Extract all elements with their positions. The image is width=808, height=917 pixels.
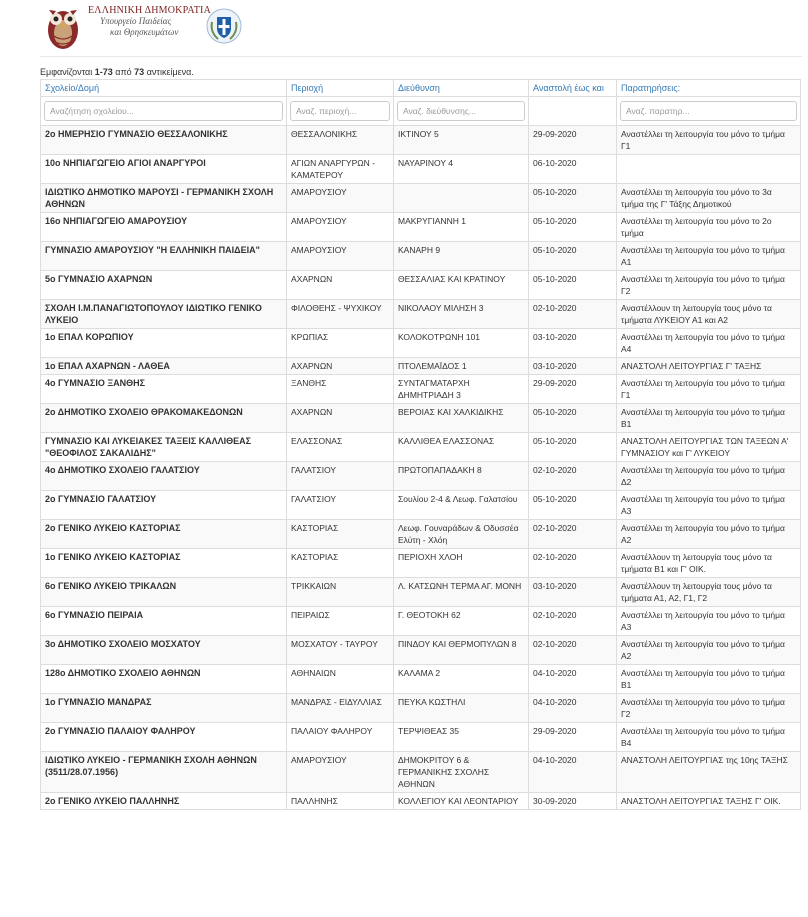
cell-school: 2ο ΔΗΜΟΤΙΚΟ ΣΧΟΛΕΙΟ ΘΡΑΚΟΜΑΚΕΔΟΝΩΝ xyxy=(41,404,287,433)
cell-area: ΑΧΑΡΝΩΝ xyxy=(287,404,394,433)
cell-school: ΙΔΙΩΤΙΚΟ ΛΥΚΕΙΟ - ΓΕΡΜΑΝΙΚΗ ΣΧΟΛΗ ΑΘΗΝΩΝ (3511/28.07.1956) xyxy=(41,752,287,793)
cell-suspension-until: 02-10-2020 xyxy=(529,462,617,491)
cell-area: ΑΜΑΡΟΥΣΙΟΥ xyxy=(287,184,394,213)
cell-school: ΓΥΜΝΑΣΙΟ ΚΑΙ ΛΥΚΕΙΑΚΕΣ ΤΑΞΕΙΣ ΚΑΛΛΙΘΕΑΣ "ΘΕΟΦΙΛΟΣ ΣΑΚΑΛΙΔΗΣ" xyxy=(41,433,287,462)
cell-address: ΒΕΡΟΙΑΣ ΚΑΙ ΧΑΛΚΙΔΙΚΗΣ xyxy=(394,404,529,433)
cell-address: ΔΗΜΟΚΡΙΤΟΥ 6 & ΓΕΡΜΑΝΙΚΗΣ ΣΧΟΛΗΣ ΑΘΗΝΩΝ xyxy=(394,752,529,793)
page-header xyxy=(40,0,802,57)
cell-school: 2ο ΓΥΜΝΑΣΙΟ ΓΑΛΑΤΣΙΟΥ xyxy=(41,491,287,520)
owl-logo-icon xyxy=(42,2,84,52)
table-row[interactable] xyxy=(41,607,801,636)
cell-address: ΘΕΣΣΑΛΙΑΣ ΚΑΙ ΚΡΑΤΙΝΟΥ xyxy=(394,271,529,300)
cell-area: ΚΡΩΠΙΑΣ xyxy=(287,329,394,358)
cell-school: 6ο ΓΥΜΝΑΣΙΟ ΠΕΙΡΑΙΑ xyxy=(41,607,287,636)
cell-remarks: Αναστέλλει τη λειτουργία του μόνο το 2ο τμήμα xyxy=(617,213,801,242)
cell-remarks: Αναστέλλει τη λειτουργία του μόνο το τμήμα Α1 xyxy=(617,242,801,271)
cell-suspension-until: 05-10-2020 xyxy=(529,491,617,520)
cell-school: 4ο ΓΥΜΝΑΣΙΟ ΞΑΝΘΗΣ xyxy=(41,375,287,404)
column-header-school[interactable]: Σχολείο/Δομή xyxy=(41,80,287,97)
cell-suspension-until: 05-10-2020 xyxy=(529,242,617,271)
filter-cell-address xyxy=(394,97,529,126)
cell-address: Λ. ΚΑΤΣΩΝΗ ΤΕΡΜΑ ΑΓ. ΜΟΝΗ xyxy=(394,578,529,607)
table-row[interactable] xyxy=(41,491,801,520)
cell-area: ΑΜΑΡΟΥΣΙΟΥ xyxy=(287,752,394,793)
cell-school: 2ο ΓΥΜΝΑΣΙΟ ΠΑΛΑΙΟΥ ΦΑΛΗΡΟΥ xyxy=(41,723,287,752)
cell-suspension-until: 02-10-2020 xyxy=(529,300,617,329)
table-row[interactable] xyxy=(41,242,801,271)
summary-prefix: Εμφανίζονται xyxy=(40,67,95,77)
cell-school: 1ο ΕΠΑΛ ΚΟΡΩΠΙΟΥ xyxy=(41,329,287,358)
cell-area: ΜΟΣΧΑΤΟΥ - ΤΑΥΡΟΥ xyxy=(287,636,394,665)
cell-area: ΘΕΣΣΑΛΟΝΙΚΗΣ xyxy=(287,126,394,155)
cell-area: ΤΡΙΚΚΑΙΩΝ xyxy=(287,578,394,607)
cell-suspension-until: 02-10-2020 xyxy=(529,607,617,636)
cell-suspension-until: 05-10-2020 xyxy=(529,184,617,213)
table-row[interactable] xyxy=(41,213,801,242)
cell-remarks: ΑΝΑΣΤΟΛΗ ΛΕΙΤΟΥΡΓΙΑΣ Γ' ΤΑΞΗΣ xyxy=(617,358,801,375)
cell-address: ΚΟΛΟΚΟΤΡΩΝΗ 101 xyxy=(394,329,529,358)
cell-remarks: Αναστέλλει τη λειτουργία του μόνο το τμήμα Β1 xyxy=(617,665,801,694)
cell-remarks: Αναστέλλει τη λειτουργία του μόνο το τμήμα Α2 xyxy=(617,636,801,665)
cell-address: Γ. ΘΕΟΤΟΚΗ 62 xyxy=(394,607,529,636)
cell-area: ΑΜΑΡΟΥΣΙΟΥ xyxy=(287,242,394,271)
cell-suspension-until: 04-10-2020 xyxy=(529,665,617,694)
cell-suspension-until: 30-09-2020 xyxy=(529,793,617,810)
cell-suspension-until: 05-10-2020 xyxy=(529,433,617,462)
cell-remarks: Αναστέλλει τη λειτουργία του μόνο το τμήμα Β4 xyxy=(617,723,801,752)
table-row[interactable] xyxy=(41,329,801,358)
table-row[interactable] xyxy=(41,404,801,433)
cell-area: ΞΑΝΘΗΣ xyxy=(287,375,394,404)
table-row[interactable] xyxy=(41,433,801,462)
summary-range: 1-73 xyxy=(94,67,113,77)
cell-school: 1ο ΓΕΝΙΚΟ ΛΥΚΕΙΟ ΚΑΣΤΟΡΙΑΣ xyxy=(41,549,287,578)
cell-area: ΜΑΝΔΡΑΣ - ΕΙΔΥΛΛΙΑΣ xyxy=(287,694,394,723)
cell-suspension-until: 03-10-2020 xyxy=(529,358,617,375)
cell-school: 16ο ΝΗΠΙΑΓΩΓΕΙΟ ΑΜΑΡΟΥΣΙΟΥ xyxy=(41,213,287,242)
cell-remarks: Αναστέλλει τη λειτουργία του μόνο το τμήμα Β1 xyxy=(617,404,801,433)
summary-middle: από xyxy=(112,67,135,77)
cell-area: ΕΛΑΣΣΟΝΑΣ xyxy=(287,433,394,462)
table-row[interactable] xyxy=(41,578,801,607)
cell-area: ΚΑΣΤΟΡΙΑΣ xyxy=(287,549,394,578)
column-header-address[interactable]: Διεύθυνση xyxy=(394,80,529,97)
cell-suspension-until: 02-10-2020 xyxy=(529,636,617,665)
table-row[interactable] xyxy=(41,549,801,578)
summary-suffix: αντικείμενα. xyxy=(144,67,194,77)
cell-suspension-until: 29-09-2020 xyxy=(529,375,617,404)
cell-area: ΑΓΙΩΝ ΑΝΑΡΓΥΡΩΝ - ΚΑΜΑΤΕΡΟΥ xyxy=(287,155,394,184)
cell-area: ΠΑΛΛΗΝΗΣ xyxy=(287,793,394,810)
cell-area: ΚΑΣΤΟΡΙΑΣ xyxy=(287,520,394,549)
cell-school: ΣΧΟΛΗ Ι.Μ.ΠΑΝΑΓΙΩΤΟΠΟΥΛΟΥ ΙΔΙΩΤΙΚΟ ΓΕΝΙΚΟ ΛΥΚΕΙΟ xyxy=(41,300,287,329)
cell-remarks: Αναστέλλουν τη λειτουργία τους μόνο τα τμήματα Β1 και Γ' ΟΙΚ. xyxy=(617,549,801,578)
cell-area: ΓΑΛΑΤΣΙΟΥ xyxy=(287,462,394,491)
cell-suspension-until: 05-10-2020 xyxy=(529,271,617,300)
greek-emblem-icon xyxy=(206,8,242,44)
cell-remarks: Αναστέλλει τη λειτουργία του μόνο το τμήμα Γ2 xyxy=(617,694,801,723)
cell-address: ΝΙΚΟΛΑΟΥ ΜΙΛΗΣΗ 3 xyxy=(394,300,529,329)
table-row[interactable] xyxy=(41,665,801,694)
table-row[interactable] xyxy=(41,184,801,213)
results-summary xyxy=(40,67,194,77)
cell-remarks: Αναστέλλει τη λειτουργία του μόνο το τμήμα Δ2 xyxy=(617,462,801,491)
address-search-input[interactable] xyxy=(397,101,525,121)
cell-address: ΠΙΝΔΟΥ ΚΑΙ ΘΕΡΜΟΠΥΛΩΝ 8 xyxy=(394,636,529,665)
cell-area: ΦΙΛΟΘΕΗΣ - ΨΥΧΙΚΟΥ xyxy=(287,300,394,329)
table-row[interactable] xyxy=(41,462,801,491)
school-search-input[interactable] xyxy=(44,101,283,121)
filter-cell-empty xyxy=(529,97,617,126)
column-header-remarks[interactable]: Παρατηρήσεις: xyxy=(617,80,801,97)
cell-address: ΠΡΩΤΟΠΑΠΑΔΑΚΗ 8 xyxy=(394,462,529,491)
cell-school: 2ο ΓΕΝΙΚΟ ΛΥΚΕΙΟ ΠΑΛΛΗΝΗΣ xyxy=(41,793,287,810)
cell-address: ΠΤΟΛΕΜΑΪΔΟΣ 1 xyxy=(394,358,529,375)
cell-suspension-until: 04-10-2020 xyxy=(529,752,617,793)
cell-address: ΠΕΡΙΟΧΗ ΧΛΟΗ xyxy=(394,549,529,578)
ministry-line-2: Υπουργείο Παιδείας xyxy=(100,16,172,26)
ministry-line-3: και Θρησκευμάτων xyxy=(110,27,179,37)
area-search-input[interactable] xyxy=(290,101,390,121)
cell-school: 5ο ΓΥΜΝΑΣΙΟ ΑΧΑΡΝΩΝ xyxy=(41,271,287,300)
table-row[interactable] xyxy=(41,694,801,723)
cell-address: ΙΚΤΙΝΟΥ 5 xyxy=(394,126,529,155)
cell-area: ΑΧΑΡΝΩΝ xyxy=(287,271,394,300)
cell-school: 10ο ΝΗΠΙΑΓΩΓΕΙΟ ΑΓΙΟΙ ΑΝΑΡΓΥΡΟΙ xyxy=(41,155,287,184)
cell-remarks: Αναστέλλει τη λειτουργία του μόνο το τμήμα Γ2 xyxy=(617,271,801,300)
cell-suspension-until: 29-09-2020 xyxy=(529,126,617,155)
cell-area: ΠΑΛΑΙΟΥ ΦΑΛΗΡΟΥ xyxy=(287,723,394,752)
cell-remarks: ΑΝΑΣΤΟΛΗ ΛΕΙΤΟΥΡΓΙΑΣ της 10ης ΤΑΞΗΣ xyxy=(617,752,801,793)
summary-total: 73 xyxy=(134,67,145,77)
cell-school: 3ο ΔΗΜΟΤΙΚΟ ΣΧΟΛΕΙΟ ΜΟΣΧΑΤΟΥ xyxy=(41,636,287,665)
cell-address: Λεωφ. Γουναράδων & Οδυσσέα Ελύτη - Χλόη xyxy=(394,520,529,549)
cell-remarks: ΑΝΑΣΤΟΛΗ ΛΕΙΤΟΥΡΓΙΑΣ ΤΩΝ ΤΑΞΕΩΝ Α' ΓΥΜΝΑΣΙΟΥ και Γ' ΛΥΚΕΙΟΥ xyxy=(617,433,801,462)
table-row[interactable] xyxy=(41,520,801,549)
ministry-title xyxy=(88,5,211,38)
cell-address: Σουλίου 2-4 & Λεωφ. Γαλατσίου xyxy=(394,491,529,520)
cell-school: 2ο ΗΜΕΡΗΣΙΟ ΓΥΜΝΑΣΙΟ ΘΕΣΣΑΛΟΝΙΚΗΣ xyxy=(41,126,287,155)
table-row[interactable] xyxy=(41,793,801,810)
cell-suspension-until: 03-10-2020 xyxy=(529,578,617,607)
cell-school: 128ο ΔΗΜΟΤΙΚΟ ΣΧΟΛΕΙΟ ΑΘΗΝΩΝ xyxy=(41,665,287,694)
cell-school: 2ο ΓΕΝΙΚΟ ΛΥΚΕΙΟ ΚΑΣΤΟΡΙΑΣ xyxy=(41,520,287,549)
cell-remarks xyxy=(617,155,801,184)
cell-school: 4ο ΔΗΜΟΤΙΚΟ ΣΧΟΛΕΙΟ ΓΑΛΑΤΣΙΟΥ xyxy=(41,462,287,491)
table-row[interactable] xyxy=(41,375,801,404)
cell-area: ΑΜΑΡΟΥΣΙΟΥ xyxy=(287,213,394,242)
cell-address: ΣΥΝΤΑΓΜΑΤΑΡΧΗ ΔΗΜΗΤΡΙΑΔΗ 3 xyxy=(394,375,529,404)
remarks-search-input[interactable] xyxy=(620,101,797,121)
cell-school: 6ο ΓΕΝΙΚΟ ΛΥΚΕΙΟ ΤΡΙΚΑΛΩΝ xyxy=(41,578,287,607)
schools-table xyxy=(40,79,801,810)
cell-suspension-until: 05-10-2020 xyxy=(529,213,617,242)
cell-area: ΑΧΑΡΝΩΝ xyxy=(287,358,394,375)
cell-remarks: Αναστέλλουν τη λειτουργία τους μόνο τα τμήματα ΛΥΚΕΙΟΥ Α1 και Α2 xyxy=(617,300,801,329)
cell-area: ΑΘΗΝΑΙΩΝ xyxy=(287,665,394,694)
column-header-suspension-until[interactable]: Αναστολή έως και xyxy=(529,80,617,97)
cell-remarks: ΑΝΑΣΤΟΛΗ ΛΕΙΤΟΥΡΓΙΑΣ ΤΑΞΗΣ Γ' ΟΙΚ. xyxy=(617,793,801,810)
cell-remarks: Αναστέλλει τη λειτουργία του μόνο το τμήμα Γ1 xyxy=(617,375,801,404)
cell-remarks: Αναστέλλει τη λειτουργία του μόνο το τμήμα Α3 xyxy=(617,491,801,520)
cell-school: ΙΔΙΩΤΙΚΟ ΔΗΜΟΤΙΚΟ ΜΑΡΟΥΣΙ - ΓΕΡΜΑΝΙΚΗ ΣΧΟΛΗ ΑΘΗΝΩΝ xyxy=(41,184,287,213)
column-header-area[interactable]: Περιοχή xyxy=(287,80,394,97)
cell-address: ΚΑΛΑΜΑ 2 xyxy=(394,665,529,694)
cell-school: 1ο ΓΥΜΝΑΣΙΟ ΜΑΝΔΡΑΣ xyxy=(41,694,287,723)
table-row[interactable] xyxy=(41,752,801,793)
filter-cell-school xyxy=(41,97,287,126)
cell-remarks: Αναστέλλει τη λειτουργία του μόνο το τμήμα Α4 xyxy=(617,329,801,358)
cell-remarks: Αναστέλλει τη λειτουργία του μόνο το τμήμα Γ1 xyxy=(617,126,801,155)
cell-remarks: Αναστέλλει τη λειτουργία του μόνο το τμήμα Α3 xyxy=(617,607,801,636)
cell-school: 1ο ΕΠΑΛ ΑΧΑΡΝΩΝ - ΛΑΘΕΑ xyxy=(41,358,287,375)
cell-suspension-until: 03-10-2020 xyxy=(529,329,617,358)
table-row[interactable] xyxy=(41,723,801,752)
table-row[interactable] xyxy=(41,126,801,155)
cell-address: ΚΟΛΛΕΓΙΟΥ ΚΑΙ ΛΕΟΝΤΑΡΙΟΥ xyxy=(394,793,529,810)
table-row[interactable] xyxy=(41,300,801,329)
table-row[interactable] xyxy=(41,358,801,375)
cell-address: ΚΑΝΑΡΗ 9 xyxy=(394,242,529,271)
cell-remarks: Αναστέλλει τη λειτουργία του μόνο το 3α τμήμα της Γ' Τάξης Δημοτικού xyxy=(617,184,801,213)
cell-area: ΠΕΙΡΑΙΩΣ xyxy=(287,607,394,636)
cell-suspension-until: 02-10-2020 xyxy=(529,520,617,549)
cell-address: ΜΑΚΡΥΓΙΑΝΝΗ 1 xyxy=(394,213,529,242)
cell-suspension-until: 02-10-2020 xyxy=(529,549,617,578)
cell-suspension-until: 29-09-2020 xyxy=(529,723,617,752)
cell-area: ΓΑΛΑΤΣΙΟΥ xyxy=(287,491,394,520)
cell-suspension-until: 06-10-2020 xyxy=(529,155,617,184)
filter-cell-remarks xyxy=(617,97,801,126)
cell-suspension-until: 04-10-2020 xyxy=(529,694,617,723)
cell-remarks: Αναστέλλουν τη λειτουργία τους μόνο τα τμήματα Α1, Α2, Γ1, Γ2 xyxy=(617,578,801,607)
table-row[interactable] xyxy=(41,636,801,665)
table-row[interactable] xyxy=(41,271,801,300)
cell-remarks: Αναστέλλει τη λειτουργία του μόνο το τμήμα Α2 xyxy=(617,520,801,549)
cell-address: ΚΑΛΛΙΘΕΑ ΕΛΑΣΣΟΝΑΣ xyxy=(394,433,529,462)
cell-address xyxy=(394,184,529,213)
ministry-line-1: ΕΛΛΗΝΙΚΗ ΔΗΜΟΚΡΑΤΙΑ xyxy=(88,5,211,16)
table-row[interactable] xyxy=(41,155,801,184)
cell-address: ΝΑΥΑΡΙΝΟΥ 4 xyxy=(394,155,529,184)
filter-cell-area xyxy=(287,97,394,126)
cell-address: ΤΕΡΨΙΘΕΑΣ 35 xyxy=(394,723,529,752)
cell-suspension-until: 05-10-2020 xyxy=(529,404,617,433)
cell-school: ΓΥΜΝΑΣΙΟ ΑΜΑΡΟΥΣΙΟΥ "Η ΕΛΛΗΝΙΚΗ ΠΑΙΔΕΙΑ" xyxy=(41,242,287,271)
cell-address: ΠΕΥΚΑ ΚΩΣΤΗΛΙ xyxy=(394,694,529,723)
